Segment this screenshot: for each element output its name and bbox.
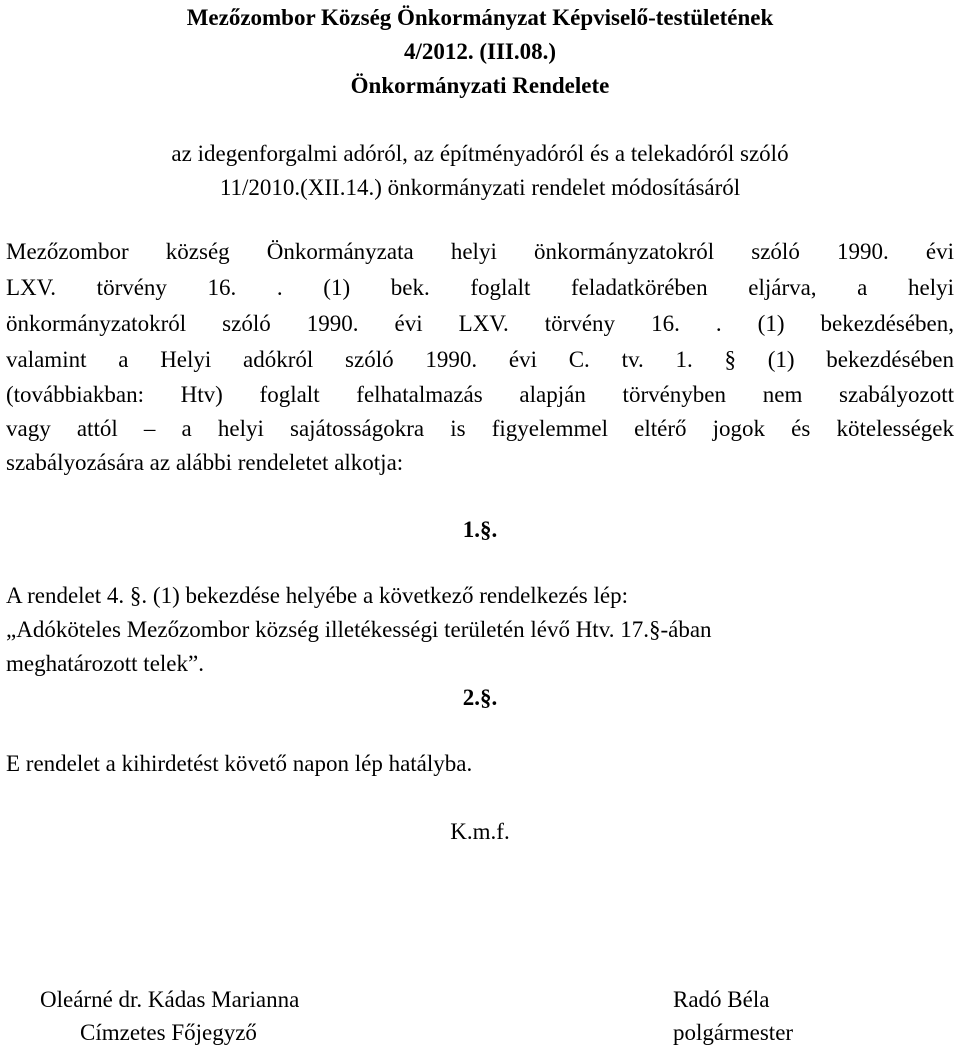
section-line: E rendelet a kihirdetést követő napon lép hatályba. <box>6 751 473 776</box>
header-line-title: Önkormányzati Rendelete <box>350 73 610 98</box>
preamble-line: LXV. törvény 16. . (1) bek. foglalt feladatkörében eljárva, a helyi <box>6 275 954 300</box>
subject-line-2: 11/2010.(XII.14.) önkormányzati rendelet módosításáról <box>219 175 741 200</box>
subject-line-1: az idegenforgalmi adóról, az építményadóról és a telekadóról szóló <box>171 141 789 166</box>
signatory-left-title: Címzetes Főjegyző <box>80 1020 257 1045</box>
preamble-line: (továbbiakban: Htv) foglalt felhatalmazás alapján törvényben nem szabályozott <box>6 382 954 407</box>
signatory-right-title: polgármester <box>673 1020 794 1045</box>
header-line-council: Mezőzombor Község Önkormányzat Képviselő-testületének <box>186 5 774 30</box>
section-line: meghatározott telek”. <box>6 651 204 676</box>
section-heading: 2.§. <box>462 685 498 710</box>
section-line: „Adóköteles Mezőzombor község illetékességi területén lévő Htv. 17.§-ában <box>6 617 712 642</box>
preamble-line: Mezőzombor község Önkormányzata helyi önkormányzatokról szóló 1990. évi <box>6 239 954 264</box>
signatory-right-name: Radó Béla <box>673 987 770 1012</box>
preamble-line: önkormányzatokról szóló 1990. évi LXV. törvény 16. . (1) bekezdésében, <box>6 311 954 336</box>
signatory-left-name: Oleárné dr. Kádas Marianna <box>40 987 300 1012</box>
section-heading: 1.§. <box>462 517 498 542</box>
preamble-line: valamint a Helyi adókról szóló 1990. évi C. tv. 1. § (1) bekezdésében <box>6 347 954 372</box>
section-line: A rendelet 4. §. (1) bekezdése helyébe a következő rendelkezés lép: <box>6 583 628 608</box>
kmf-label: K.m.f. <box>450 819 510 844</box>
preamble-line: vagy attól – a helyi sajátosságokra is figyelemmel eltérő jogok és kötelességek <box>6 416 954 441</box>
preamble-line: szabályozására az alábbi rendeletet alkotja: <box>6 450 404 475</box>
header-line-number: 4/2012. (III.08.) <box>403 39 557 64</box>
